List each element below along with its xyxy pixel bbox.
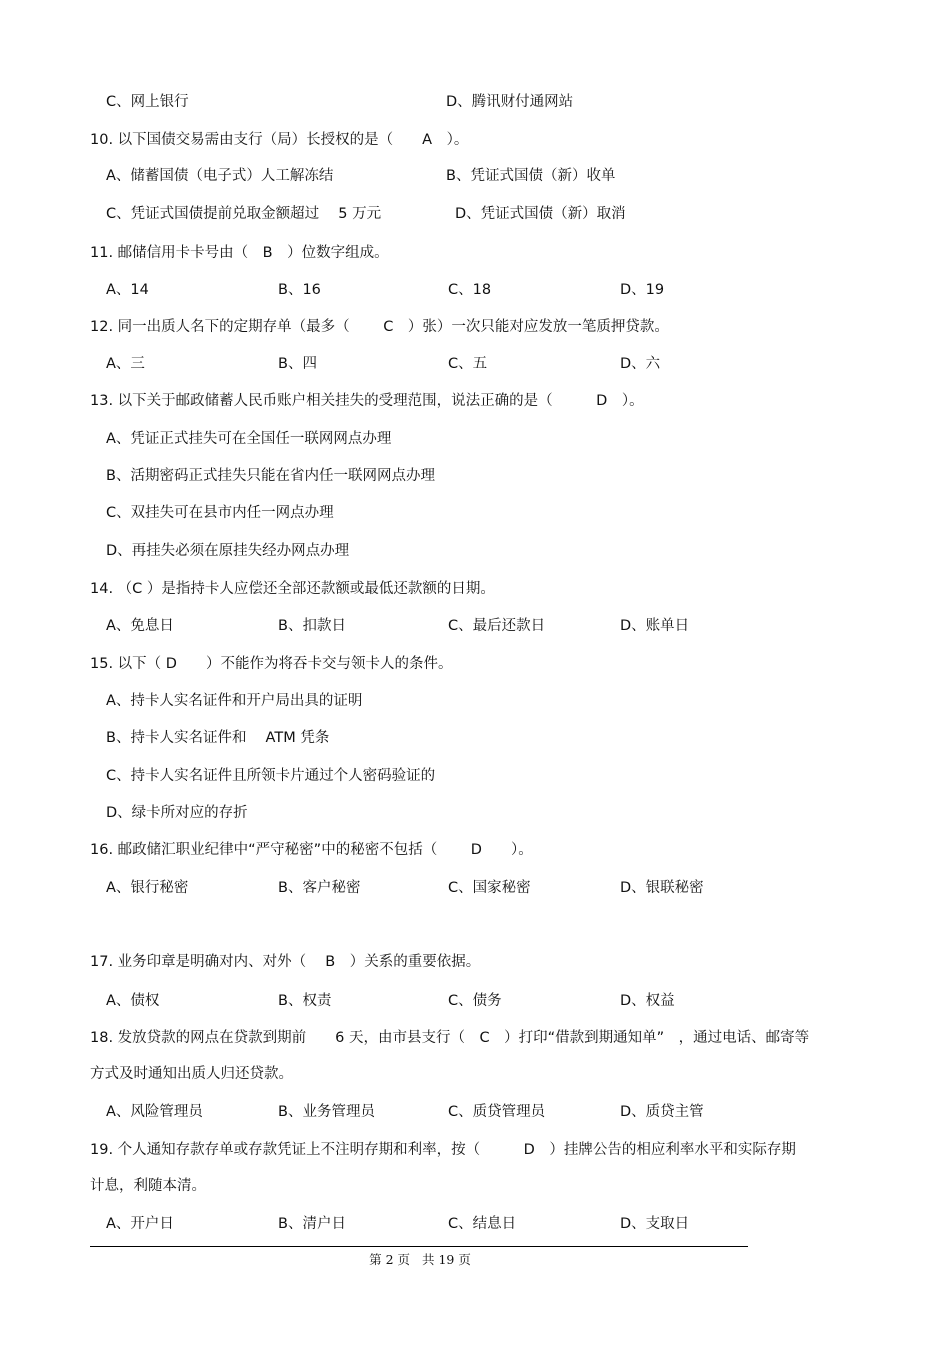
question-text-q19-line2: 计息，利随本清。	[90, 1178, 206, 1194]
answer-option-q17-opt-b: B、权责	[278, 993, 332, 1009]
question-text-q13: 13. 以下关于邮政储蓄人民币账户相关挂失的受理范围，说法正确的是（ D ）。	[90, 393, 644, 409]
answer-option-q10-opt-b: B、凭证式国债（新）收单	[446, 168, 616, 184]
answer-option-q16-opt-c: C、国家秘密	[448, 880, 531, 896]
answer-option-q12-opt-a: A、三	[106, 356, 145, 372]
answer-option-q13-opt-d: D、再挂失必须在原挂失经办网点办理	[106, 543, 350, 559]
answer-option-q17-opt-c: C、债务	[448, 993, 502, 1009]
answer-option-q18-opt-a: A、风险管理员	[106, 1104, 203, 1120]
answer-option-q18-opt-b: B、业务管理员	[278, 1104, 375, 1120]
answer-option-q10-opt-a: A、储蓄国债（电子式）人工解冻结	[106, 168, 334, 184]
question-text-q18-line2: 方式及时通知出质人归还贷款。	[90, 1066, 293, 1082]
question-text-q19-line1: 19. 个人通知存款存单或存款凭证上不注明存期和利率，按（ D ）挂牌公告的相应利率水平和实际存期	[90, 1142, 796, 1158]
answer-option-q16-opt-b: B、客户秘密	[278, 880, 361, 896]
question-text-q18-line1: 18. 发放贷款的网点在贷款到期前 6 天，由市县支行（ C ）打印“借款到期通知单” ，通过电话、邮寄等	[90, 1030, 810, 1046]
question-text-q10: 10. 以下国债交易需由支行（局）长授权的是（ A ）。	[90, 132, 469, 148]
question-text-q14: 14. （C ）是指持卡人应偿还全部还款额或最低还款额的日期。	[90, 581, 495, 597]
answer-option-q18-opt-d: D、质贷主管	[620, 1104, 704, 1120]
answer-option-q16-opt-d: D、银联秘密	[620, 880, 704, 896]
answer-option-q13-opt-a: A、凭证正式挂失可在全国任一联网网点办理	[106, 431, 392, 447]
answer-option-q11-opt-a: A、14	[106, 282, 149, 298]
answer-option-q13-opt-c: C、双挂失可在县市内任一网点办理	[106, 505, 334, 521]
answer-option-q17-opt-d: D、权益	[620, 993, 675, 1009]
answer-option-q14-opt-b: B、扣款日	[278, 618, 346, 634]
answer-option-q19-opt-c: C、结息日	[448, 1216, 517, 1232]
answer-option-q12-opt-d: D、六	[620, 356, 661, 372]
answer-option-q11-opt-c: C、18	[448, 282, 492, 298]
answer-option-q16-opt-a: A、银行秘密	[106, 880, 189, 896]
answer-option-q10-opt-c: C、凭证式国债提前兑取金额超过 5 万元	[106, 206, 382, 222]
answer-option-q19-opt-b: B、清户日	[278, 1216, 346, 1232]
question-text-q15: 15. 以下（ D ）不能作为将吞卡交与领卡人的条件。	[90, 656, 453, 672]
answer-option-q15-opt-d: D、绿卡所对应的存折	[106, 805, 248, 821]
page-number-footer: 第 2 页 共 19 页	[369, 1252, 471, 1267]
question-text-q11: 11. 邮储信用卡卡号由（ B ）位数字组成。	[90, 245, 389, 261]
answer-option-q15-opt-c: C、持卡人实名证件且所领卡片通过个人密码验证的	[106, 768, 436, 784]
answer-option-q14-opt-d: D、账单日	[620, 618, 690, 634]
answer-option-q9-opt-c: C、网上银行	[106, 94, 189, 110]
answer-option-q19-opt-d: D、支取日	[620, 1216, 690, 1232]
answer-option-q14-opt-c: C、最后还款日	[448, 618, 546, 634]
answer-option-q13-opt-b: B、活期密码正式挂失只能在省内任一联网网点办理	[106, 468, 435, 484]
footer-divider	[90, 1246, 748, 1247]
question-text-q16: 16. 邮政储汇职业纪律中“严守秘密”中的秘密不包括（ D ）。	[90, 842, 533, 858]
answer-option-q17-opt-a: A、债权	[106, 993, 160, 1009]
answer-option-q15-opt-a: A、持卡人实名证件和开户局出具的证明	[106, 693, 363, 709]
answer-option-q10-opt-d: D、凭证式国债（新）取消	[455, 206, 626, 222]
answer-option-q12-opt-b: B、四	[278, 356, 317, 372]
answer-option-q12-opt-c: C、五	[448, 356, 488, 372]
question-text-q17: 17. 业务印章是明确对内、对外（ B ）关系的重要依据。	[90, 954, 481, 970]
answer-option-q18-opt-c: C、质贷管理员	[448, 1104, 546, 1120]
answer-option-q15-opt-b: B、持卡人实名证件和 ATM 凭条	[106, 730, 330, 746]
answer-option-q9-opt-d: D、腾讯财付通网站	[446, 94, 574, 110]
answer-option-q19-opt-a: A、开户日	[106, 1216, 174, 1232]
question-text-q12: 12. 同一出质人名下的定期存单（最多（ C ）张）一次只能对应发放一笔质押贷款。	[90, 319, 669, 335]
answer-option-q11-opt-b: B、16	[278, 282, 321, 298]
answer-option-q14-opt-a: A、免息日	[106, 618, 174, 634]
answer-option-q11-opt-d: D、19	[620, 282, 665, 298]
